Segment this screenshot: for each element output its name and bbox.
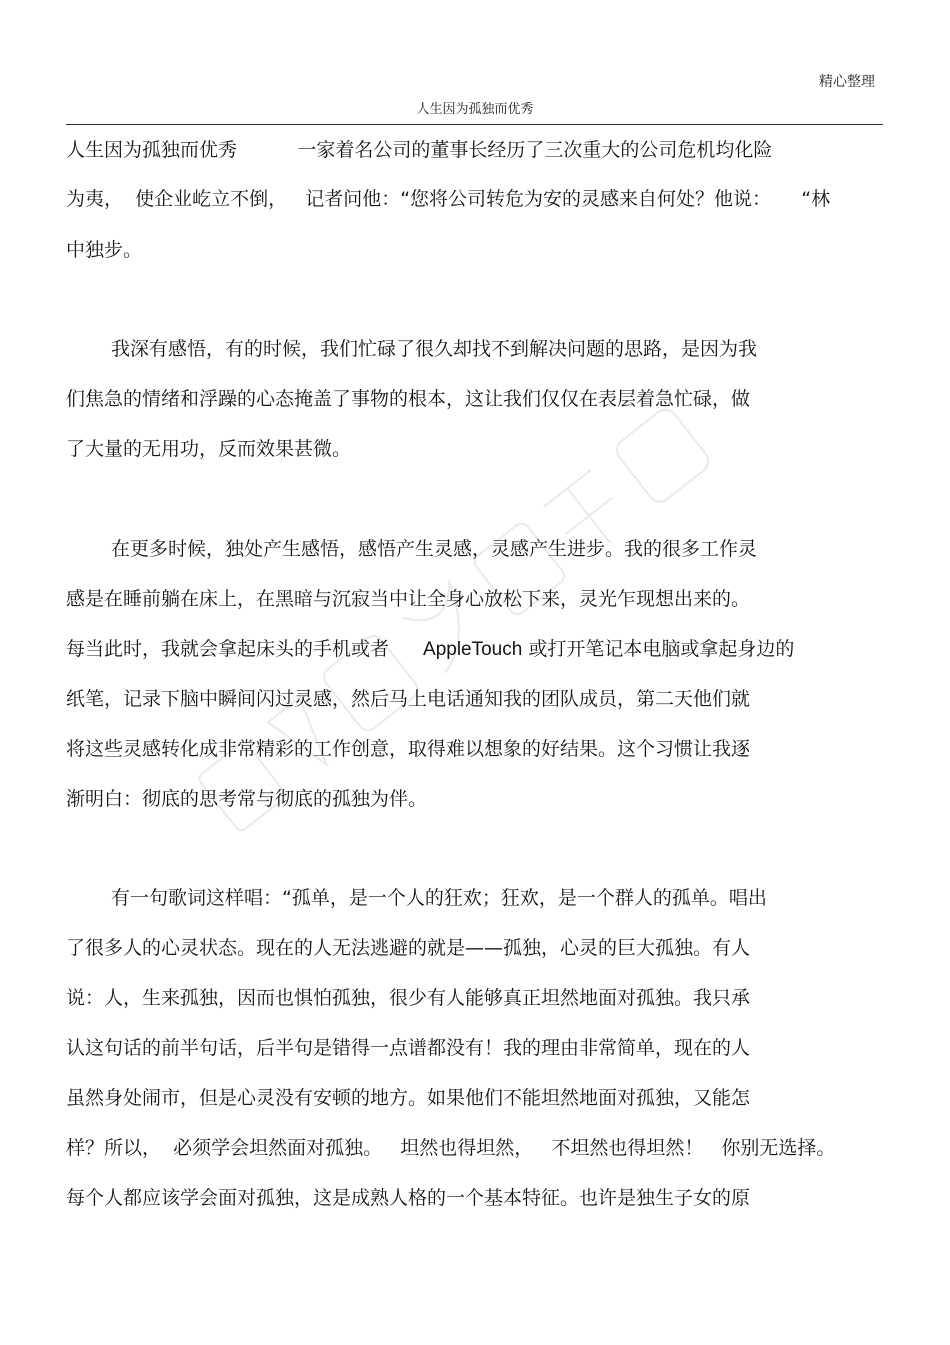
paragraph-4-line-4: 认这句话的前半句话，后半句是错得一点谱都没有！我的理由非常简单，现在的人 (66, 1037, 751, 1059)
paragraph-2-line-1: 我深有感悟，有的时候，我们忙碌了很久却找不到解决问题的思路，是因为我 (111, 338, 758, 360)
paragraph-4-line-2: 了很多人的心灵状态。现在的人无法逃避的就是——孤独，心灵的巨大孤独。有人 (66, 937, 751, 959)
paragraph-2-line-2: 们焦急的情绪和浮躁的心态掩盖了事物的根本，这让我们仅仅在表层着急忙碌，做 (66, 388, 751, 410)
paragraph-2-line-3: 了大量的无用功，反而效果甚微。 (66, 438, 352, 460)
latin-term: AppleTouch (423, 639, 523, 660)
paragraph-4-line-6: 样？所以， 必须学会坦然面对孤独。 坦然也得坦然， 不坦然也得坦然！ 你别无选择。 (66, 1137, 836, 1159)
paragraph-4-line-3: 说：人，生来孤独，因而也惧怕孤独，很少有人能够真正坦然地面对孤独。我只承 (66, 987, 751, 1009)
paragraph-3-line-4: 纸笔，记录下脑中瞬间闪过灵感，然后马上电话通知我的团队成员，第二天他们就 (66, 688, 751, 710)
paragraph-4-line-7: 每个人都应该学会面对孤独，这是成熟人格的一个基本特征。也许是独生子女的原 (66, 1187, 751, 1209)
paragraph-3-line-3 (66, 637, 794, 662)
paragraph-4-line-1: 有一句歌词这样唱：“孤单，是一个人的狂欢；狂欢，是一个群人的孤单。唱出 (111, 887, 767, 909)
paragraph-3-line-3-text: 每当此时，我就会拿起床头的手机或者 (66, 638, 390, 660)
paragraph-1-line-2: 为夷， 使企业屹立不倒， 记者问他：“您将公司转危为安的灵感来自何处？他说： “林 (66, 188, 831, 210)
paragraph-3-line-1: 在更多时候，独处产生感悟，感悟产生灵感，灵感产生进步。我的很多工作灵 (111, 538, 758, 560)
corner-note: 精心整理 (819, 74, 875, 90)
paragraph-3-line-6: 渐明白：彻底的思考常与彻底的孤独为伴。 (66, 788, 428, 810)
watermark-graphic (120, 340, 840, 900)
header-divider (66, 124, 883, 125)
paragraph-3-line-5: 将这些灵感转化成非常精彩的工作创意，取得难以想象的好结果。这个习惯让我逐 (66, 738, 751, 760)
paragraph-1-line-3: 中独步。 (66, 239, 143, 261)
paragraph-3-line-3-tail: 或打开笔记本电脑或拿起身边的 (522, 638, 795, 660)
running-header-title: 人生因为孤独而优秀 (416, 102, 534, 117)
paragraph-3-line-2: 感是在睡前躺在床上，在黑暗与沉寂当中让全身心放松下来，灵光乍现想出来的。 (66, 588, 751, 610)
paragraph-1-line-1: 人生因为孤独而优秀 一家着名公司的董事长经历了三次重大的公司危机均化险 (66, 139, 773, 161)
paragraph-4-line-5: 虽然身处闹市，但是心灵没有安顿的地方。如果他们不能坦然地面对孤独，又能怎 (66, 1087, 751, 1109)
